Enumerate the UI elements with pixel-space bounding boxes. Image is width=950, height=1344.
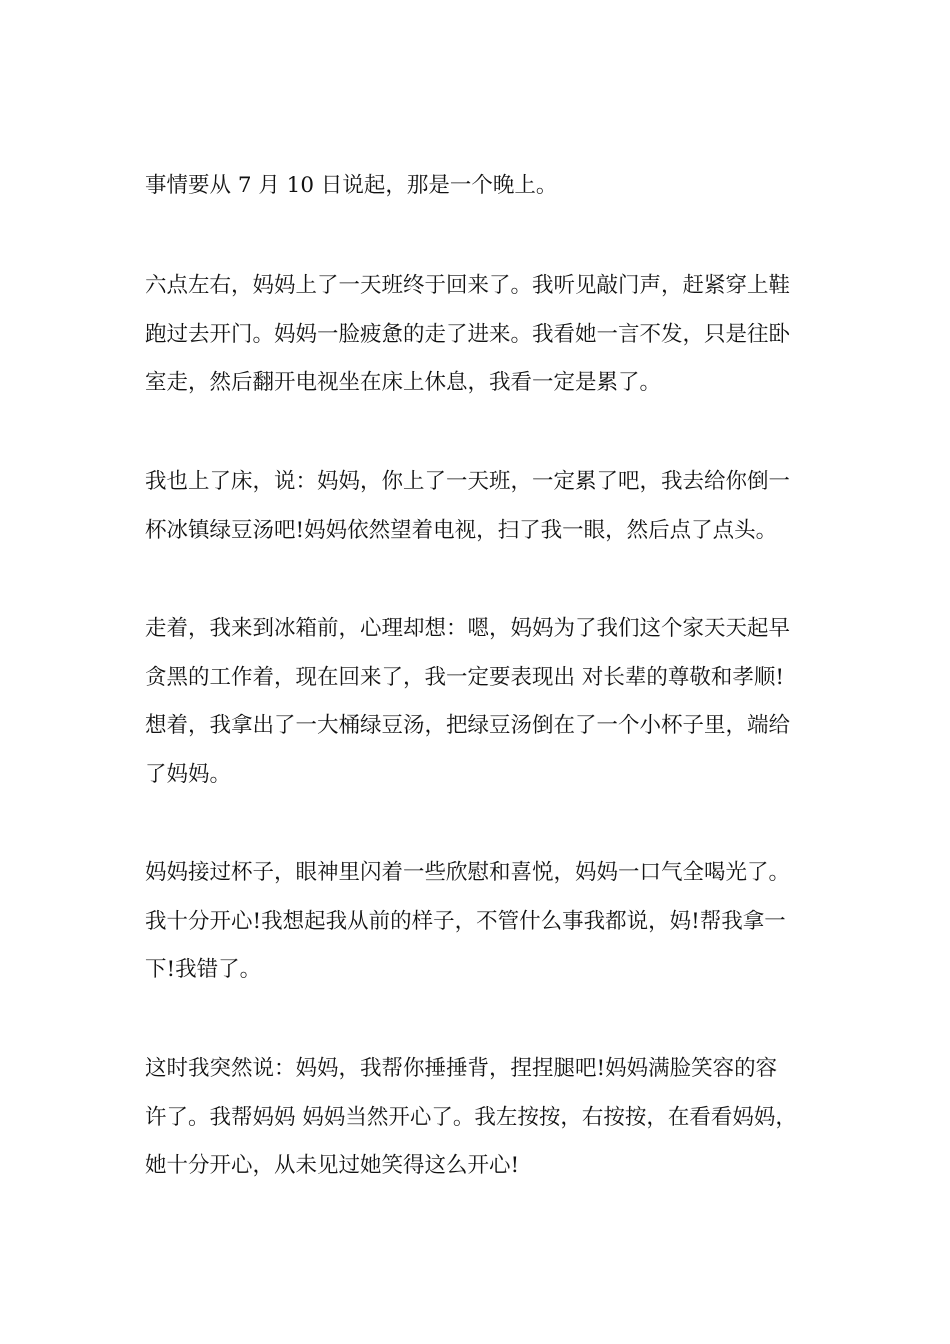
text-line: 下!我错了。 [145,957,262,982]
text-line: 想着，我拿出了一大桶绿豆汤，把绿豆汤倒在了一个小杯子里，端给 [145,713,791,738]
paragraph-5 [145,849,790,995]
paragraph-1 [145,162,557,211]
paragraph-3 [145,458,790,555]
text-line: 贪黑的工作着，现在回来了，我一定要表现出 对长辈的尊敬和孝顺! [145,664,784,690]
text-line: 室走，然后翻开电视坐在床上休息，我看一定是累了。 [145,370,662,395]
text-line: 跑过去开门。妈妈一脸疲惫的走了进来。我看她一言不发，只是往卧 [145,321,791,347]
text-line: 杯冰镇绿豆汤吧!妈妈依然望着电视，扫了我一眼，然后点了点头。 [145,517,778,543]
text-line: 六点左右，妈妈上了一天班终于回来了。我听见敲门声，赶紧穿上鞋 [145,273,791,298]
paragraph-2 [145,262,790,408]
text-line: 妈妈接过杯子，眼神里闪着一些欣慰和喜悦，妈妈一口气全喝光了。 [145,860,791,885]
text-line: 事情要从 7 月 10 日说起，那是一个晚上。 [145,173,558,198]
paragraph-6 [145,1045,797,1191]
text-line: 了妈妈。 [145,761,232,787]
text-line: 她十分开心，从未见过她笑得这么开心! [145,1153,520,1178]
text-line: 许了。我帮妈妈 妈妈当然开心了。我左按按，右按按，在看看妈妈， [145,1104,797,1130]
paragraph-4 [145,605,790,799]
text-line: 我十分开心!我想起我从前的样子，不管什么事我都说，妈!帮我拿一 [145,908,786,934]
text-line: 走着，我来到冰箱前，心理却想：嗯，妈妈为了我们这个家天天起早 [145,616,791,641]
text-line: 这时我突然说：妈妈，我帮你捶捶背，捏捏腿吧!妈妈满脸笑容的容 [145,1056,778,1081]
text-line: 我也上了床，说：妈妈，你上了一天班，一定累了吧，我去给你倒一 [145,469,791,494]
